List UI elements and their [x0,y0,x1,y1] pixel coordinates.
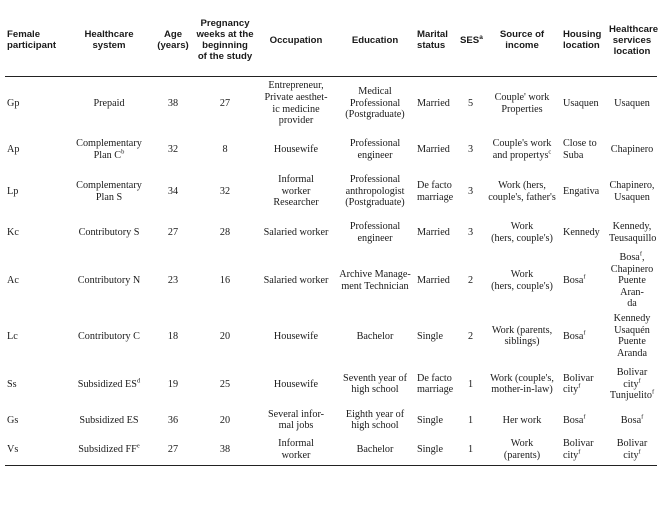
cell-text: Subsidized FF [78,444,137,456]
housing-location-cell [561,252,607,310]
participant-cell [5,406,65,435]
pregnancy-weeks-cell [193,252,257,310]
cell-text: Couple's work and propertys [492,138,552,161]
cell-text: Informal worker Researcher [273,174,319,209]
cell-text: De facto marriage [417,179,454,203]
cell-text: 2 [467,275,474,287]
footnote-marker: f [638,377,641,385]
cell-text: Usaquen [563,97,599,109]
cell-text: Married [417,144,450,156]
cell-text: Vs [7,444,19,456]
cell-text: 23 [167,275,179,287]
housing-location-cell [561,170,607,213]
cell-text: Chapinero [610,144,654,156]
header-education: Education [335,4,415,77]
cell-text: Kennedy, Teusaquillo [609,220,657,244]
ses-cell [458,130,483,170]
footnote-marker: f [578,383,581,391]
cell-text: Work (hers, couple's, father's [488,179,556,203]
healthcare-services-location-cell [607,213,657,252]
cell-text: Chapinero, Usaquen [609,179,655,203]
housing-location-cell [561,77,607,131]
cell-text: Informal worker [278,438,314,461]
cell-text: Engativa [563,185,600,197]
cell-text: Bosa [563,275,584,287]
cell-text: Subsidized ES [79,414,139,426]
education-cell [335,213,415,252]
ses-cell [458,435,483,466]
healthcare-services-location-cell [607,363,657,406]
source-of-income-cell [483,435,561,466]
cell-text: Prepaid [93,97,125,109]
cell-text: Bosa [620,414,642,426]
header-marital-status: Marital status [415,4,458,77]
marital-status-cell [415,310,458,363]
header-female-participant: Female participant [5,4,65,77]
education-cell [335,310,415,363]
ses-cell [458,310,483,363]
source-of-income-cell [483,213,561,252]
marital-status-cell [415,435,458,466]
education-cell [335,170,415,213]
table-row [5,363,657,406]
footnote-marker: c [548,148,552,156]
header-age: Age (years) [153,4,193,77]
occupation-cell [257,252,335,310]
housing-location-cell [561,435,607,466]
healthcare-services-location-cell [607,310,657,363]
education-cell [335,77,415,131]
cell-text: Gp [7,97,20,109]
cell-text: 1 [467,378,474,390]
cell-text: Work (hers, couple's) [491,269,553,292]
age-cell [153,130,193,170]
occupation-cell [257,363,335,406]
cell-text: 1 [467,444,474,456]
cell-text: Lc [7,330,18,342]
participant-cell [5,252,65,310]
cell-text: Complementary Plan C [76,138,142,161]
source-of-income-cell [483,310,561,363]
cell-text: 28 [219,226,231,238]
cell-text: Ac [7,275,19,287]
header-ses-label: SES [460,34,480,46]
footnote-marker: f [583,329,586,337]
cell-text: 18 [167,330,179,342]
cell-text: Work (parents) [503,438,541,461]
cell-text: Housewife [273,330,319,342]
cell-text: 27 [167,226,179,238]
cell-text: De facto marriage [417,372,454,396]
cell-text: Professional engineer [349,220,401,244]
ses-cell [458,406,483,435]
cell-text: Kennedy [563,226,600,238]
table-row [5,213,657,252]
ses-cell [458,213,483,252]
cell-text: Married [417,97,450,109]
cell-text: Medical Professional (Postgraduate) [345,86,405,121]
cell-text: Work (hers, couple's) [491,220,553,244]
healthcare-system-cell [65,435,153,466]
healthcare-system-cell [65,363,153,406]
participant-cell [5,363,65,406]
age-cell [153,77,193,131]
table-row [5,406,657,435]
pregnancy-weeks-cell [193,435,257,466]
healthcare-services-location-cell [607,252,657,310]
cell-text: Archive Manage- ment Technician [339,269,411,292]
cell-text: 34 [167,185,179,197]
age-cell [153,363,193,406]
cell-text: Eighth year of high school [345,408,405,432]
cell-text: Bosa [563,414,584,426]
cell-text: Married [417,275,450,287]
occupation-cell [257,77,335,131]
occupation-cell [257,213,335,252]
cell-text: Ap [7,144,20,156]
cell-text: 38 [167,97,179,109]
cell-text: 32 [219,185,231,197]
marital-status-cell [415,252,458,310]
housing-location-cell [561,213,607,252]
source-of-income-cell [483,363,561,406]
cell-text: Work (couple's, mother-in-law) [490,372,554,396]
cell-text: Single [417,414,444,426]
healthcare-system-cell [65,77,153,131]
cell-text: Several infor- mal jobs [267,408,325,432]
cell-text: Bolivar city [563,372,594,396]
footnote-marker: e [136,442,140,450]
cell-text: Bolivar city [616,438,648,461]
source-of-income-cell [483,130,561,170]
marital-status-cell [415,363,458,406]
marital-status-cell [415,213,458,252]
footnote-marker: f [638,448,641,456]
age-cell [153,310,193,363]
cell-text: Contributory S [78,226,140,238]
cell-text: Married [417,226,450,238]
cell-text: Subsidized ES [77,378,137,390]
marital-status-cell [415,406,458,435]
education-cell [335,363,415,406]
cell-text: 2 [467,330,474,342]
pregnancy-weeks-cell [193,363,257,406]
education-cell [335,130,415,170]
marital-status-cell [415,170,458,213]
participant-cell [5,130,65,170]
housing-location-cell [561,310,607,363]
footnote-marker: b [121,148,125,156]
header-pregnancy-weeks: Pregnancy weeks at the beginning of the study [193,4,257,77]
cell-text: Kc [7,226,19,238]
cell-text: Bolivar city [616,367,648,390]
footnote-marker: f [583,273,586,281]
pregnancy-weeks-cell [193,406,257,435]
cell-text: Salaried worker [263,226,329,238]
cell-text: Work (parents, siblings) [491,324,553,348]
pregnancy-weeks-cell [193,170,257,213]
participant-cell [5,435,65,466]
housing-location-cell [561,406,607,435]
table-row [5,170,657,213]
healthcare-system-cell [65,170,153,213]
occupation-cell [257,406,335,435]
healthcare-services-location-cell [607,130,657,170]
footnote-marker: f [651,388,655,396]
age-cell [153,252,193,310]
occupation-cell [257,170,335,213]
header-ses-footnote: a [479,33,483,41]
cell-text: 20 [219,330,231,342]
housing-location-cell [561,363,607,406]
cell-text: Contributory C [78,330,140,342]
cell-text: 8 [222,144,228,156]
cell-text: 5 [467,97,474,109]
occupation-cell [257,130,335,170]
healthcare-services-location-cell [607,170,657,213]
cell-text: Professional anthropologist (Postgraduate) [345,174,405,209]
footnote-marker: d [136,377,141,385]
cell-text: Her work [502,414,542,426]
healthcare-system-cell [65,252,153,310]
footnote-marker: f [578,448,581,456]
source-of-income-cell [483,77,561,131]
cell-text: Contributory N [77,275,141,287]
footnote-marker: f [641,413,644,421]
cell-text: Salaried worker [263,275,329,287]
pregnancy-weeks-cell [193,77,257,131]
ses-cell [458,77,483,131]
cell-text: 27 [219,97,231,109]
cell-text: Close to Suba [563,138,597,161]
cell-text: Usaquen [614,97,650,109]
cell-text: Bolivar city [563,438,594,461]
cell-text: Gs [7,414,19,426]
table-row [5,130,657,170]
age-cell [153,213,193,252]
cell-text: 25 [219,378,231,390]
cell-text: Bosa [619,252,640,263]
cell-text: Lp [7,185,19,197]
cell-text: Single [417,444,444,456]
footnote-marker: f [639,250,642,258]
education-cell [335,406,415,435]
cell-text: Single [417,330,444,342]
cell-text: 32 [167,144,179,156]
occupation-cell [257,310,335,363]
cell-text: Couple' work Properties [494,91,550,115]
education-cell [335,252,415,310]
cell-text: Bachelor [356,444,394,456]
age-cell [153,406,193,435]
cell-text: 3 [467,226,474,238]
healthcare-system-cell [65,406,153,435]
age-cell [153,435,193,466]
cell-text: Complementary Plan S [76,179,142,203]
table-row [5,77,657,131]
ses-cell [458,170,483,213]
header-healthcare-services-location: Healthcare services location [607,4,657,77]
occupation-cell [257,435,335,466]
healthcare-services-location-cell [607,435,657,466]
healthcare-system-cell [65,310,153,363]
header-housing-location: Housing location [561,4,607,77]
healthcare-system-cell [65,213,153,252]
source-of-income-cell [483,406,561,435]
header-occupation: Occupation [257,4,335,77]
pregnancy-weeks-cell [193,130,257,170]
cell-text-continued: Tunjuelito [609,390,652,402]
cell-text: 20 [219,414,231,426]
participant-cell [5,310,65,363]
cell-text: Professional engineer [349,138,401,161]
cell-text: 3 [467,144,474,156]
participant-cell [5,77,65,131]
table-row [5,310,657,363]
pregnancy-weeks-cell [193,310,257,363]
cell-text: Bachelor [356,330,394,342]
cell-text: 19 [167,378,179,390]
header-row [5,4,657,77]
header-source-of-income: Source of income [483,4,561,77]
table-row [5,435,657,466]
header-ses [458,4,483,77]
source-of-income-cell [483,170,561,213]
healthcare-services-location-cell [607,406,657,435]
footnote-marker: f [583,413,586,421]
table-row [5,252,657,310]
participants-table [5,4,657,466]
cell-text: Kennedy Usaquén Puente Aranda [613,313,651,360]
cell-text: 16 [219,275,231,287]
marital-status-cell [415,130,458,170]
source-of-income-cell [483,252,561,310]
ses-cell [458,252,483,310]
cell-text: 3 [467,185,474,197]
cell-text: Housewife [273,378,319,390]
cell-text: 36 [167,414,179,426]
housing-location-cell [561,130,607,170]
cell-text: Entrepreneur, Private aesthet- ic medicine provider [264,80,328,127]
ses-cell [458,363,483,406]
cell-text: 27 [167,444,179,456]
education-cell [335,435,415,466]
cell-text: Housewife [273,144,319,156]
healthcare-system-cell [65,130,153,170]
cell-text-continued: , Chapinero Puente Aran- da [610,252,654,310]
cell-text: 1 [467,414,474,426]
header-healthcare-system: Healthcare system [65,4,153,77]
table-body [5,77,657,466]
cell-text: Seventh year of high school [343,372,407,396]
participant-cell [5,213,65,252]
marital-status-cell [415,77,458,131]
healthcare-services-location-cell [607,77,657,131]
cell-text: Bosa [563,330,584,342]
cell-text: Ss [7,378,17,390]
age-cell [153,170,193,213]
participant-cell [5,170,65,213]
cell-text: 38 [219,444,231,456]
pregnancy-weeks-cell [193,213,257,252]
